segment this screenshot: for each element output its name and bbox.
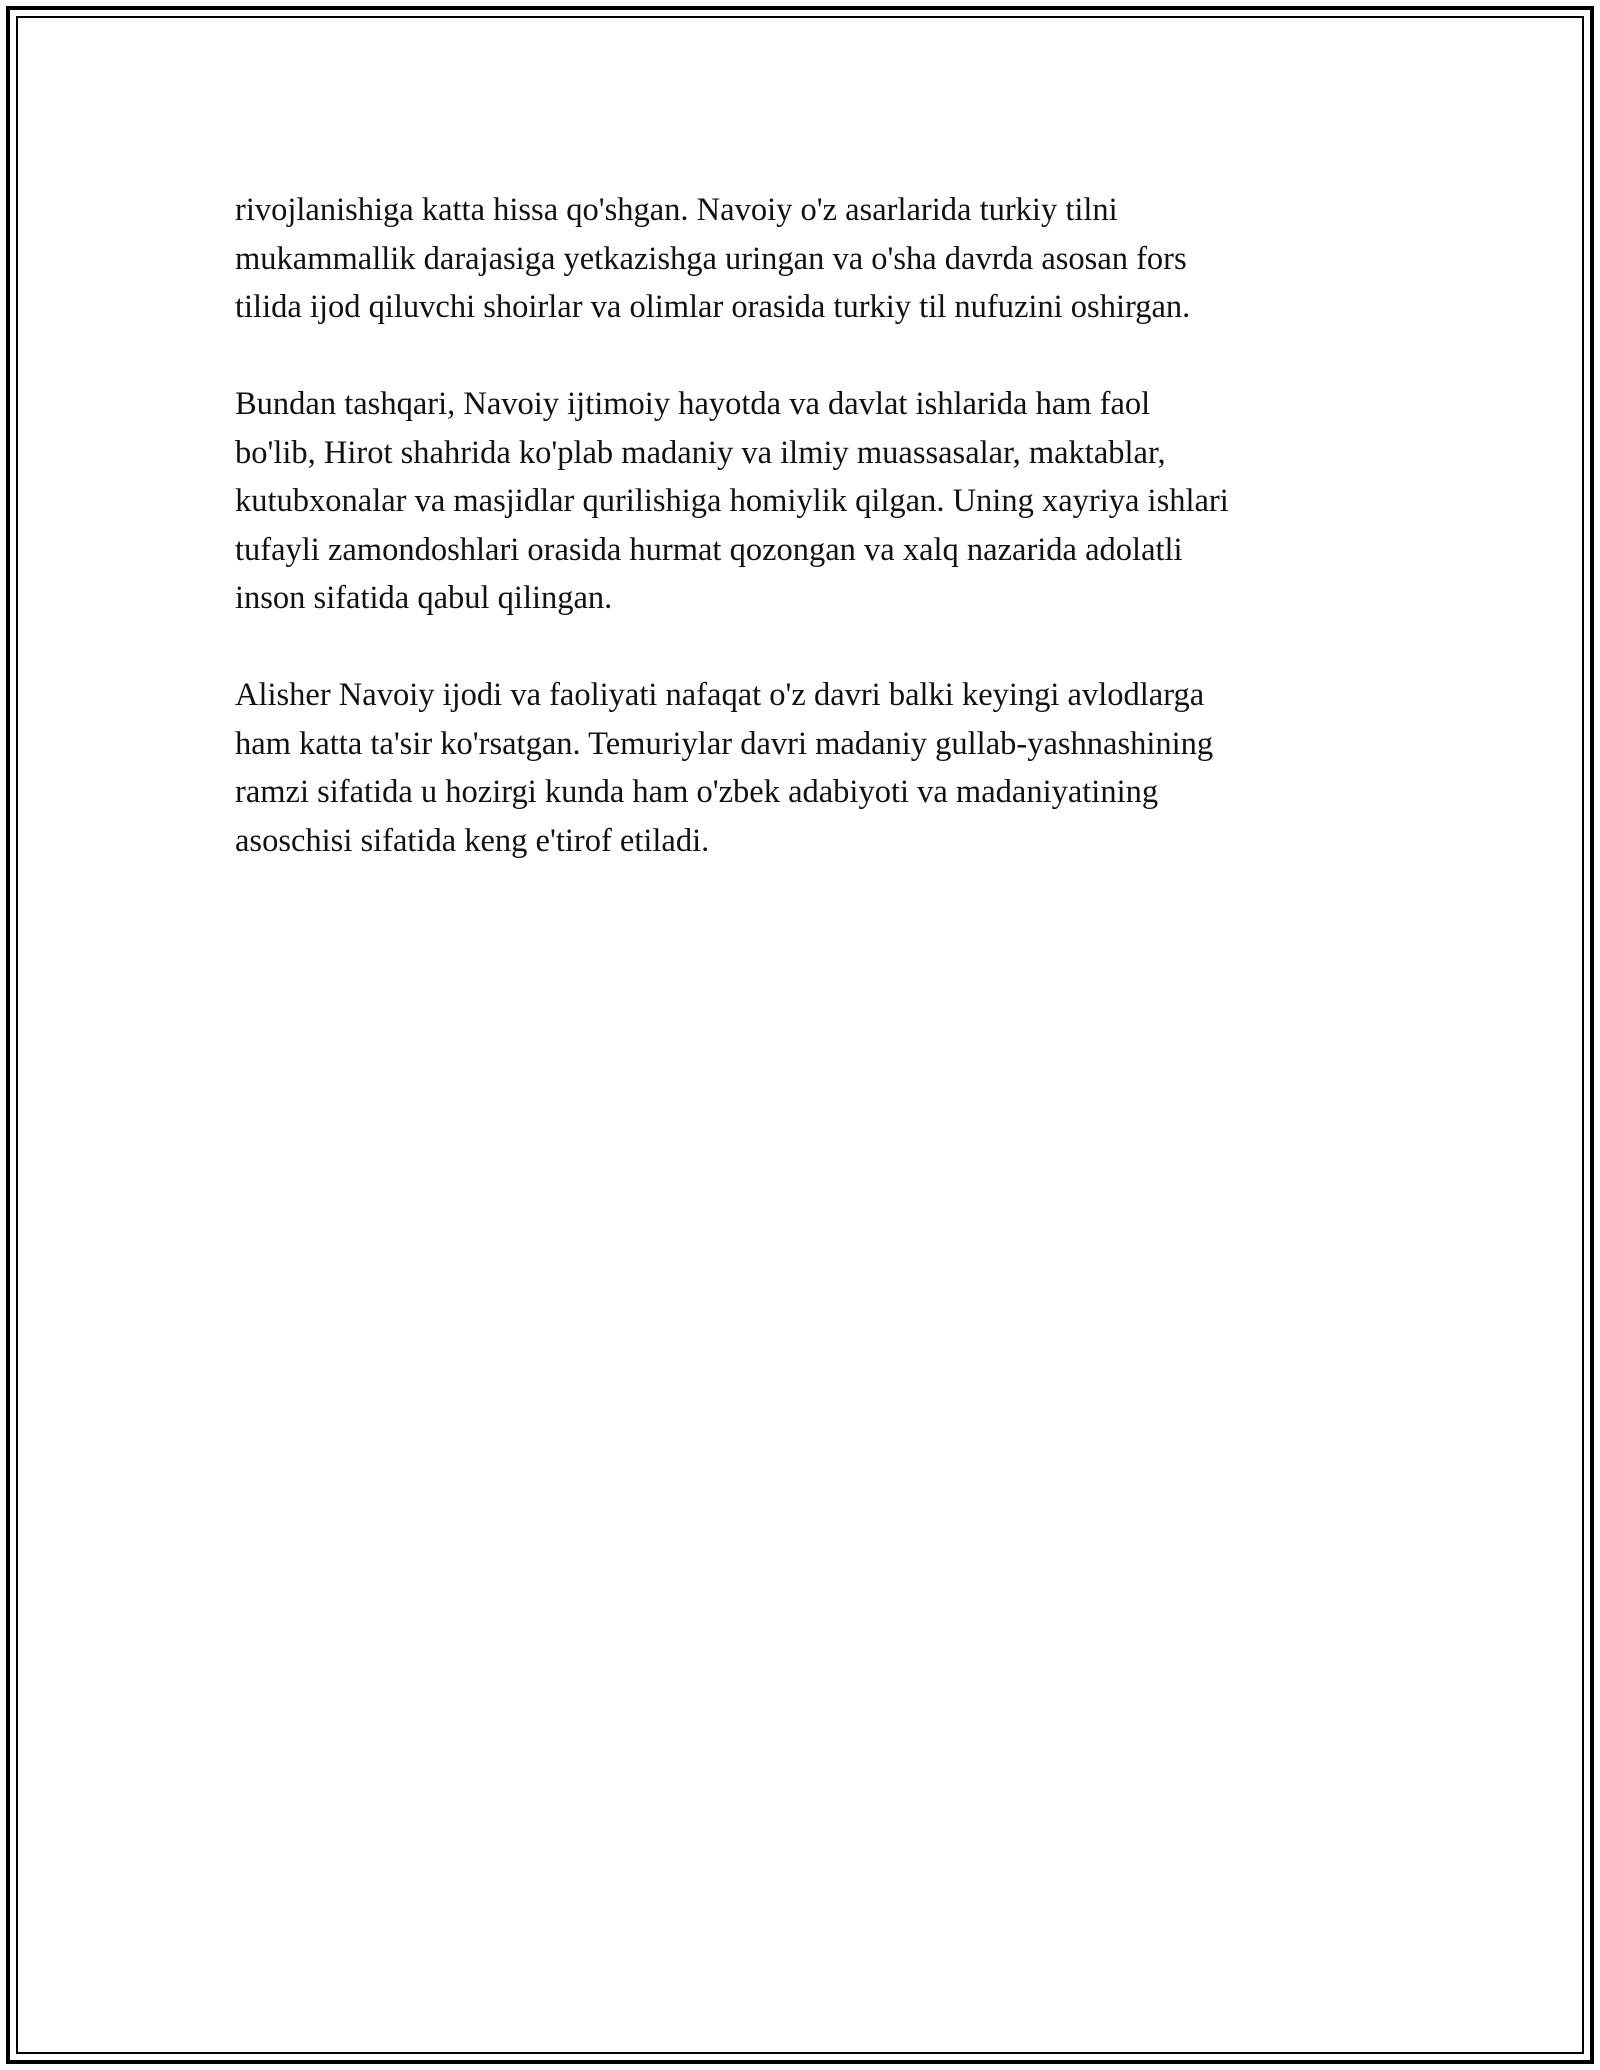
- text-line: inson sifatida qabul qilingan.: [235, 580, 613, 616]
- paragraph: [235, 186, 1385, 332]
- text-line: asoschisi sifatida keng e'tirof etiladi.: [235, 822, 710, 859]
- text-line: Alisher Navoiy ijodi va faoliyati nafaqat o'z davri balki keyingi avlodlarga: [235, 677, 1205, 713]
- text-line: ham katta ta'sir ko'rsatgan. Temuriylar davri madaniy gullab-yashnashining: [235, 725, 1214, 762]
- text-line: tufayli zamondoshlari orasida hurmat qozongan va xalq nazarida adolatli: [235, 531, 1183, 568]
- document-body: [235, 186, 1385, 914]
- text-line: kutubxonalar va masjidlar qurilishiga homiylik qilgan. Uning xayriya ishlari: [235, 483, 1229, 519]
- text-line: Bundan tashqari, Navoiy ijtimoiy hayotda va davlat ishlarida ham faol: [235, 386, 1151, 422]
- text-line: bo'lib, Hirot shahrida ko'plab madaniy va ilmiy muassasalar, maktablar,: [235, 434, 1166, 471]
- text-line: rivojlanishiga katta hissa qo'shgan. Navoiy o'z asarlarida turkiy tilni: [235, 192, 1118, 228]
- text-line: mukammallik darajasiga yetkazishga uringan va o'sha davrda asosan fors: [235, 240, 1187, 277]
- paragraph: [235, 671, 1385, 865]
- text-line: tilida ijod qiluvchi shoirlar va olimlar orasida turkiy til nufuzini oshirgan.: [235, 289, 1191, 325]
- paragraph: [235, 380, 1385, 623]
- text-line: ramzi sifatida u hozirgi kunda ham o'zbek adabiyoti va madaniyatining: [235, 774, 1159, 810]
